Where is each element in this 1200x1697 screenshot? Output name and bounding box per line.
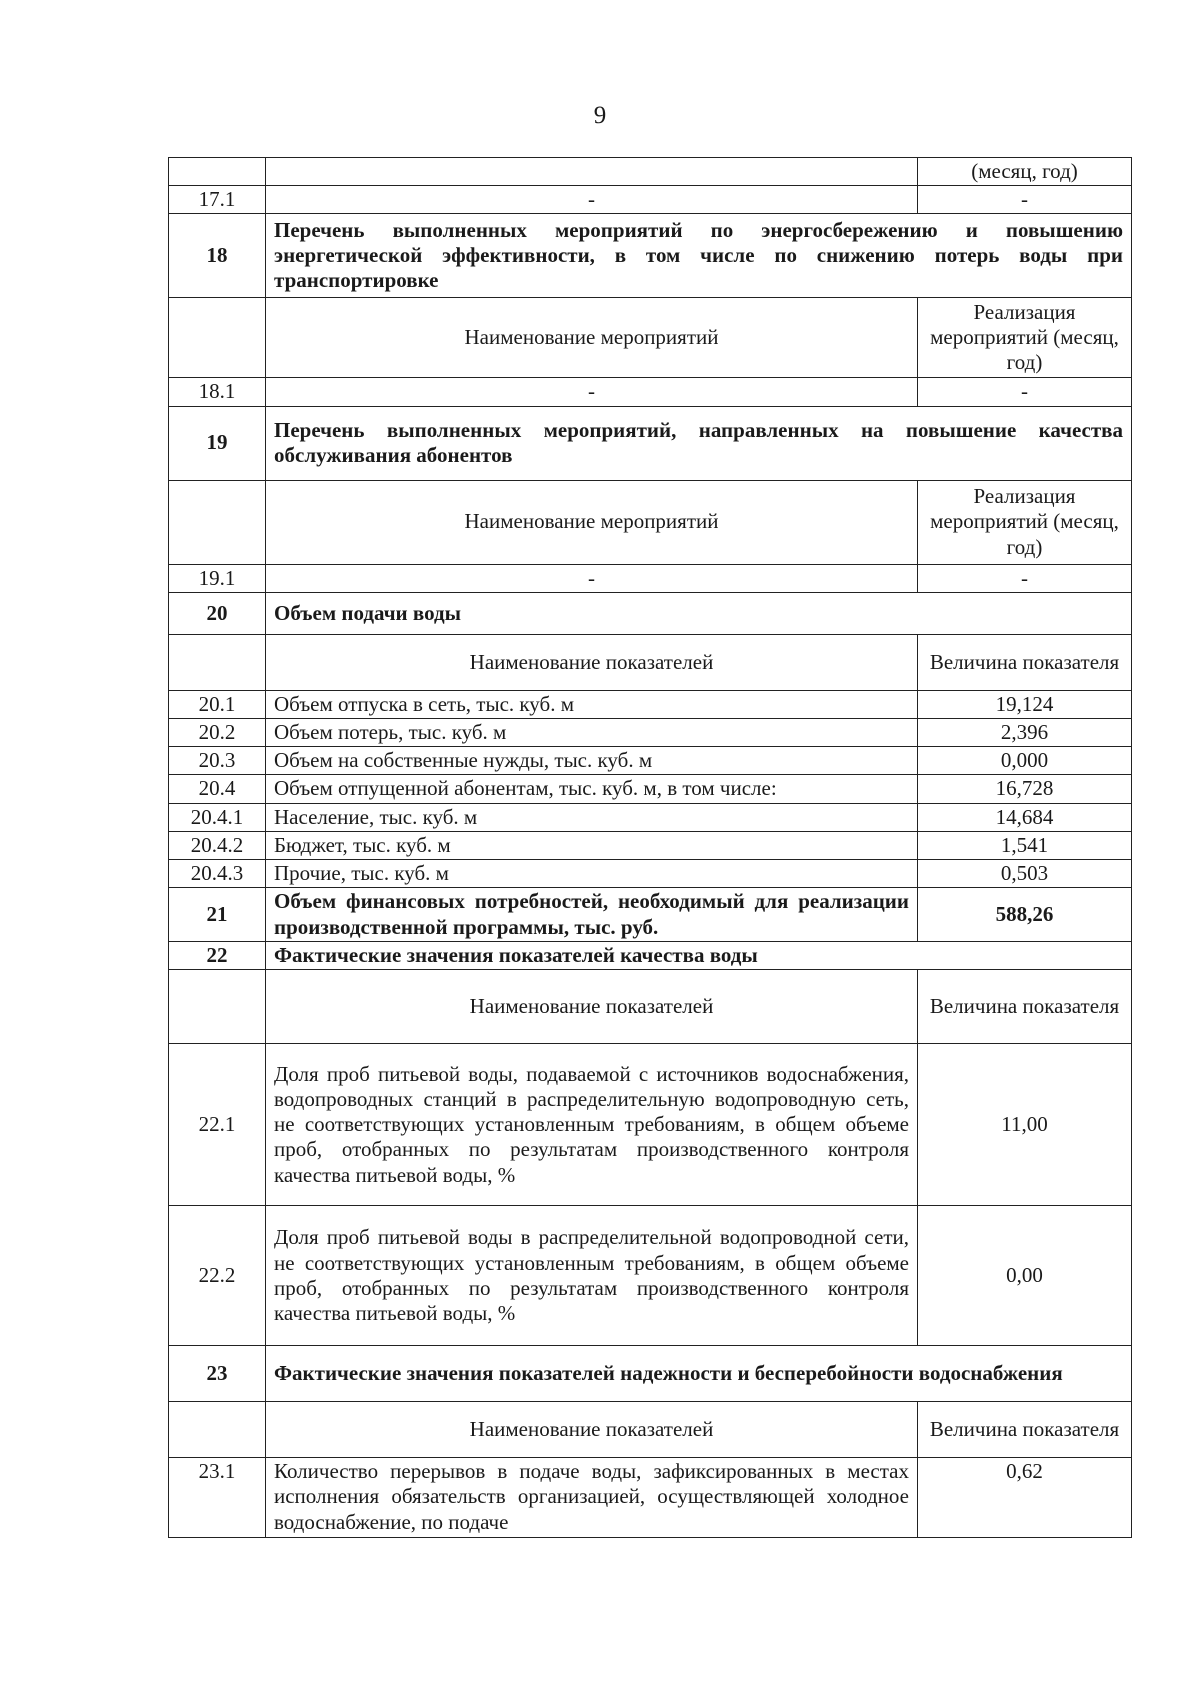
name-cell: - (266, 186, 918, 214)
page-number: 9 (593, 102, 607, 129)
header-row (169, 970, 1132, 1044)
column-header-name: Наименование показателей (266, 970, 918, 1044)
table-row (169, 1044, 1132, 1206)
section-number: 21 (169, 888, 266, 942)
header-row (169, 298, 1132, 378)
name-cell: Прочие, тыс. куб. м (266, 859, 918, 887)
table-row (169, 775, 1132, 803)
section-row (169, 592, 1132, 634)
value-cell: 11,00 (918, 1044, 1132, 1206)
value-cell: - (918, 186, 1132, 214)
value-cell: 16,728 (918, 775, 1132, 803)
num-cell: 20.2 (169, 718, 266, 746)
num-cell (169, 480, 266, 564)
num-cell (169, 1402, 266, 1458)
num-cell: 22.1 (169, 1044, 266, 1206)
value-cell: - (918, 564, 1132, 592)
num-cell (169, 158, 266, 186)
table-row (169, 718, 1132, 746)
section-title: Фактические значения показателей качества воды (266, 942, 1132, 970)
table-row (169, 859, 1132, 887)
num-cell: 23.1 (169, 1458, 266, 1538)
name-cell: Объем отпуска в сеть, тыс. куб. м (266, 690, 918, 718)
value-cell: 0,000 (918, 747, 1132, 775)
num-cell: 17.1 (169, 186, 266, 214)
num-cell (169, 970, 266, 1044)
header-row (169, 634, 1132, 690)
section-row (169, 1346, 1132, 1402)
column-header-name: Наименование показателей (266, 1402, 918, 1458)
section-number: 18 (169, 214, 266, 298)
table-row (169, 378, 1132, 406)
num-cell (169, 634, 266, 690)
num-cell: 20.4 (169, 775, 266, 803)
section-title: Объем финансовых потребностей, необходимый для реализации производственной программы, тыс. руб. (266, 888, 918, 942)
name-cell: Объем на собственные нужды, тыс. куб. м (266, 747, 918, 775)
value-cell: 0,62 (918, 1458, 1132, 1538)
value-cell: 2,396 (918, 718, 1132, 746)
section-row (169, 942, 1132, 970)
value-cell: 0,503 (918, 859, 1132, 887)
section-title: Фактические значения показателей надежности и бесперебойности водоснабжения (266, 1346, 1132, 1402)
column-header-value: Величина показателя (918, 970, 1132, 1044)
num-cell: 20.3 (169, 747, 266, 775)
column-header-value: Реализация мероприятий (месяц, год) (918, 298, 1132, 378)
name-cell: - (266, 564, 918, 592)
section-title: Перечень выполненных мероприятий по энергосбережению и повышению энергетической эффективности, в том числе по снижению потерь воды при транспортировке (266, 214, 1132, 298)
value-cell: 14,684 (918, 803, 1132, 831)
value-cell: 19,124 (918, 690, 1132, 718)
column-header-name: Наименование мероприятий (266, 480, 918, 564)
table-row (169, 158, 1132, 186)
section-number: 20 (169, 592, 266, 634)
name-cell: Доля проб питьевой воды в распределительной водопроводной сети, не соответствующих установленным требованиям, в общем объеме проб, отобранных по результатам производственного контроля качества питьевой воды, % (266, 1206, 918, 1346)
name-cell: Население, тыс. куб. м (266, 803, 918, 831)
num-cell: 18.1 (169, 378, 266, 406)
table-row (169, 1458, 1132, 1538)
num-cell: 20.4.1 (169, 803, 266, 831)
value-cell: (месяц, год) (918, 158, 1132, 186)
name-cell: - (266, 378, 918, 406)
table-row (169, 803, 1132, 831)
num-cell (169, 298, 266, 378)
section-value: 588,26 (918, 888, 1132, 942)
name-cell: Доля проб питьевой воды, подаваемой с источников водоснабжения, водопроводных станций в распределительную водопроводную сеть, не соответствующих установленным требованиям, в общем объеме проб, отобранных по результатам производственного контроля качества питьевой воды, % (266, 1044, 918, 1206)
name-cell (266, 158, 918, 186)
table-row (169, 1206, 1132, 1346)
table-row (169, 690, 1132, 718)
section-number: 19 (169, 406, 266, 480)
section-title: Перечень выполненных мероприятий, направленных на повышение качества обслуживания абонентов (266, 406, 1132, 480)
header-row (169, 1402, 1132, 1458)
section-row (169, 406, 1132, 480)
value-cell: - (918, 378, 1132, 406)
table-row (169, 831, 1132, 859)
num-cell: 20.4.3 (169, 859, 266, 887)
column-header-name: Наименование мероприятий (266, 298, 918, 378)
num-cell: 19.1 (169, 564, 266, 592)
table-row (169, 747, 1132, 775)
value-cell: 1,541 (918, 831, 1132, 859)
section-title: Объем подачи воды (266, 592, 1132, 634)
num-cell: 20.1 (169, 690, 266, 718)
table-row (169, 564, 1132, 592)
column-header-value: Реализация мероприятий (месяц, год) (918, 480, 1132, 564)
name-cell: Бюджет, тыс. куб. м (266, 831, 918, 859)
num-cell: 22.2 (169, 1206, 266, 1346)
column-header-value: Величина показателя (918, 634, 1132, 690)
num-cell: 20.4.2 (169, 831, 266, 859)
column-header-value: Величина показателя (918, 1402, 1132, 1458)
name-cell: Количество перерывов в подаче воды, зафиксированных в местах исполнения обязательств организацией, осуществляющей холодное водоснабжение, по подаче (266, 1458, 918, 1538)
report-table (168, 157, 1132, 1538)
section-number: 23 (169, 1346, 266, 1402)
header-row (169, 480, 1132, 564)
name-cell: Объем отпущенной абонентам, тыс. куб. м, в том числе: (266, 775, 918, 803)
column-header-name: Наименование показателей (266, 634, 918, 690)
table-row (169, 186, 1132, 214)
name-cell: Объем потерь, тыс. куб. м (266, 718, 918, 746)
section-row (169, 888, 1132, 942)
value-cell: 0,00 (918, 1206, 1132, 1346)
section-number: 22 (169, 942, 266, 970)
section-row (169, 214, 1132, 298)
